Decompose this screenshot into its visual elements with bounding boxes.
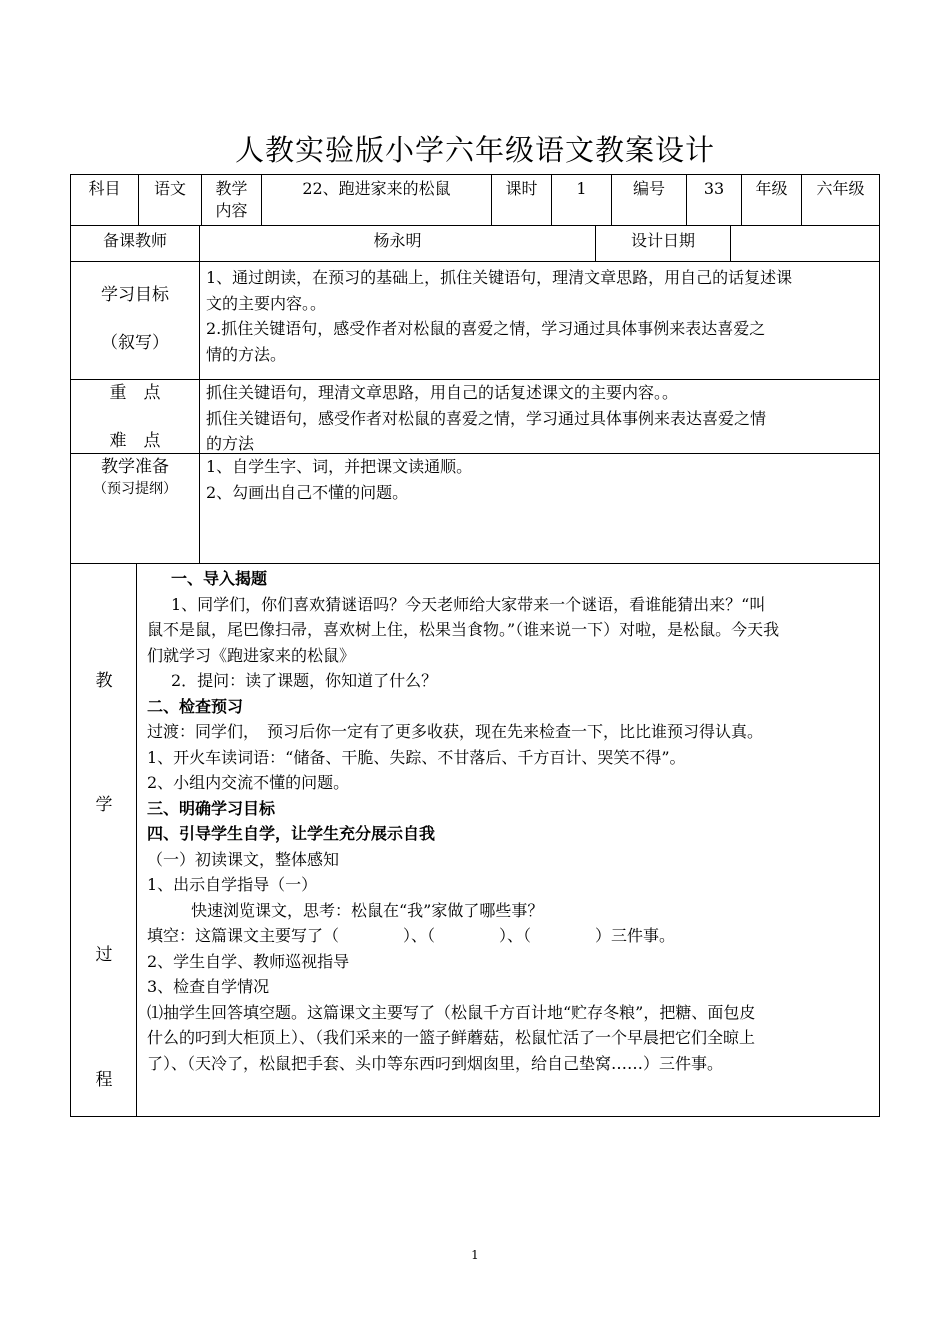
process-line: 1、出示自学指导（一） xyxy=(147,875,318,894)
process-line: 1、同学们，你们喜欢猜谜语吗？今天老师给大家带来一个谜语，看谁能猜出来？“叫 xyxy=(171,594,766,614)
key-point-label: 重 点 xyxy=(109,383,161,403)
process-content xyxy=(137,564,879,1116)
process-lines xyxy=(147,566,873,1076)
prep-row xyxy=(71,454,879,564)
process-line: 填空：这篇课文主要写了（ ）、（ ）、（ ）三件事。 xyxy=(147,926,676,945)
process-line: 二、检查预习 xyxy=(147,696,244,716)
goal-line: 文的主要内容。。 xyxy=(206,293,327,313)
process-line: 2、小组内交流不懂的问题。 xyxy=(147,773,350,792)
key-points-label-cell xyxy=(71,380,200,453)
goal-line: 2.抓住关键语句，感受作者对松鼠的喜爱之情，学习通过具体事例来表达喜爱之 xyxy=(206,319,766,338)
key-points-content xyxy=(200,380,879,453)
process-line: 三、明确学习目标 xyxy=(147,798,276,818)
process-line: （一）初读课文，整体感知 xyxy=(147,849,340,869)
number-label: 编号 xyxy=(612,175,687,225)
process-label-cell xyxy=(71,564,137,1116)
goals-label: 学习目标 xyxy=(101,285,169,305)
prep-line: 1、自学生字、词，并把课文读通顺。 xyxy=(206,457,473,476)
grade-value: 六年级 xyxy=(816,179,865,198)
page-number: 1 xyxy=(471,1248,479,1262)
number-value: 33 xyxy=(687,175,742,225)
date-label: 设计日期 xyxy=(596,226,731,261)
process-label-char: 程 xyxy=(95,1070,113,1090)
content-label xyxy=(202,175,262,225)
goal-line: 1、通过朗读，在预习的基础上，抓住关键语句，理清文章思路，用自己的话复述课 xyxy=(206,268,793,287)
difficulty-label: 难 点 xyxy=(109,431,161,451)
process-row xyxy=(71,564,879,1116)
prep-line: 2、勾画出自己不懂的问题。 xyxy=(206,482,409,502)
goals-sublabel: （叙写） xyxy=(101,333,169,353)
process-label-char: 过 xyxy=(95,945,113,965)
teacher-row xyxy=(71,226,879,262)
process-line: 过渡：同学们， 预习后你一定有了更多收获，现在先来检查一下，比比谁预习得认真。 xyxy=(147,722,764,741)
key-points-row xyxy=(71,380,879,454)
content-label-line1: 教学 xyxy=(215,179,248,198)
grade-label: 年级 xyxy=(742,175,802,225)
date-value xyxy=(731,226,879,261)
process-label-char: 学 xyxy=(95,795,113,815)
process-line: 了）、（天冷了，松鼠把手套、头巾等东西叼到烟囱里，给自己垫窝……）三件事。 xyxy=(147,1053,724,1073)
lesson-plan-table xyxy=(70,174,880,1117)
process-line: 1、开火车读词语：“储备、干脆、失踪、不甘落后、千方百计、哭笑不得”。 xyxy=(147,747,686,767)
prep-content xyxy=(200,454,879,563)
goal-line: 情的方法。 xyxy=(206,344,287,364)
process-line: 一、导入揭题 xyxy=(171,569,268,588)
header-row xyxy=(71,175,879,226)
process-line: ⑴抽学生回答填空题。这篇课文主要写了（松鼠千方百计地“贮存冬粮”，把糖、面包皮 xyxy=(147,1002,756,1022)
key-point-line: 的方法 xyxy=(206,434,255,453)
teacher-value: 杨永明 xyxy=(200,226,596,261)
process-line: 们就学习《跑进家来的松鼠》 xyxy=(147,645,356,665)
content-value: 22、跑进家来的松鼠 xyxy=(262,175,492,225)
goals-row xyxy=(71,262,879,380)
prep-sublabel: （预习提纲） xyxy=(93,481,177,497)
key-point-line: 抓住关键语句，理清文章思路，用自己的话复述课文的主要内容。。 xyxy=(206,383,679,402)
content-label-line2: 内容 xyxy=(215,201,248,220)
process-line: 四、引导学生自学，让学生充分展示自我 xyxy=(147,824,436,843)
process-line: 2、学生自学、教师巡视指导 xyxy=(147,951,350,971)
page-title: 人教实验版小学六年级语文教案设计 xyxy=(234,133,715,167)
teacher-label: 备课教师 xyxy=(71,226,200,261)
process-line: 快速浏览课文，思考：松鼠在“我”家做了哪些事？ xyxy=(191,900,544,920)
prep-label-cell xyxy=(71,454,200,563)
process-label-char: 教 xyxy=(95,671,113,691)
process-line: 3、检查自学情况 xyxy=(147,977,270,996)
process-line: 2．提问：读了课题，你知道了什么？ xyxy=(171,671,438,690)
process-line: 鼠不是鼠，尾巴像扫帚，喜欢树上住，松果当食物。”（谁来说一下）对啦，是松鼠。今天我 xyxy=(147,620,780,639)
goals-label-cell xyxy=(71,262,200,379)
subject-label: 科目 xyxy=(71,175,139,225)
period-value: 1 xyxy=(552,175,612,225)
process-line: 什么的叼到大柜顶上）、（我们采来的一篮子鲜蘑菇，松鼠忙活了一个早晨把它们全晾上 xyxy=(147,1028,756,1047)
subject-value: 语文 xyxy=(139,175,202,225)
period-label: 课时 xyxy=(492,175,552,225)
key-point-line: 抓住关键语句，感受作者对松鼠的喜爱之情，学习通过具体事例来表达喜爱之情 xyxy=(206,408,767,428)
goals-content xyxy=(200,262,879,379)
prep-label: 教学准备 xyxy=(101,457,169,477)
